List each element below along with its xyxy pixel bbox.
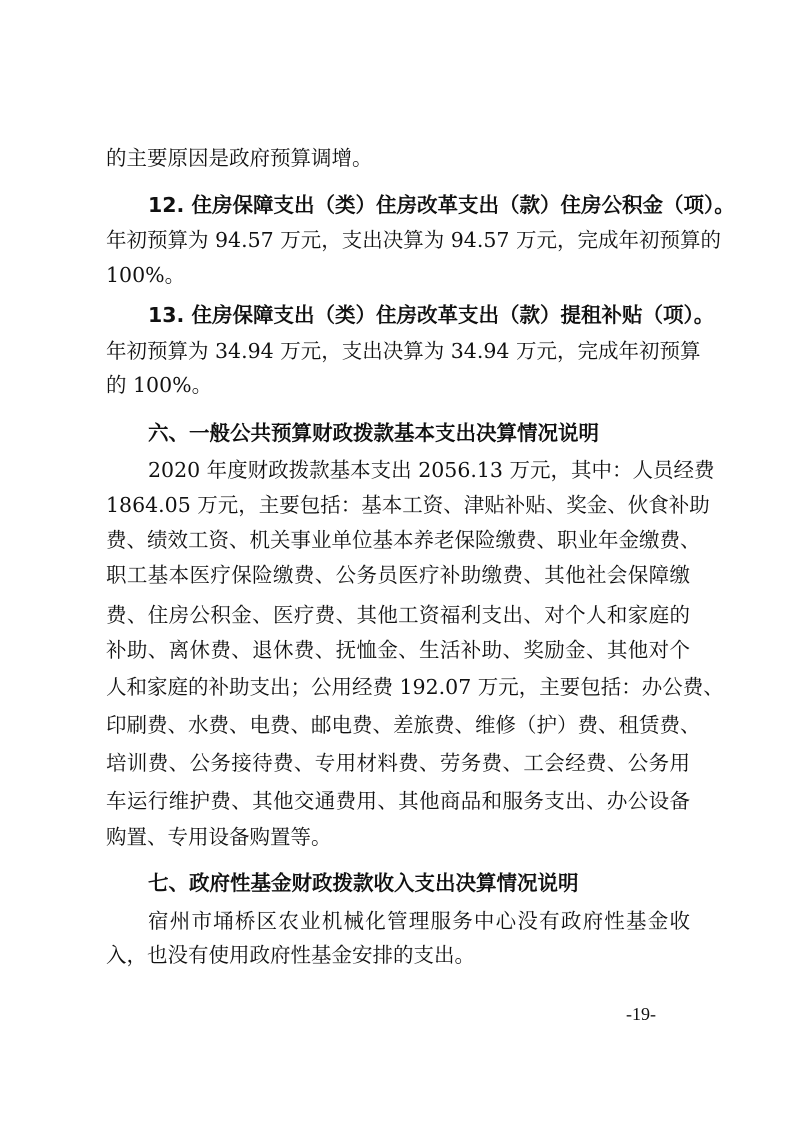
text-line: 培训费、公务接待费、专用材料费、劳务费、工会经费、公务用 [106, 751, 690, 775]
page-number: -19- [626, 1004, 656, 1024]
text-line: 1864.05 万元，主要包括：基本工资、津贴补贴、奖金、伙食补助 [106, 493, 710, 517]
text-line: 入，也没有使用政府性基金安排的支出。 [106, 943, 475, 967]
text-line: 费、绩效工资、机关事业单位基本养老保险缴费、职业年金缴费、 [106, 528, 701, 552]
text-line: 的主要原因是政府预算调增。 [106, 146, 373, 170]
text-line: 费、住房公积金、医疗费、其他工资福利支出、对个人和家庭的 [106, 603, 690, 627]
text-line: 补助、离休费、退休费、抚恤金、生活补助、奖励金、其他对个 [106, 638, 690, 662]
section-heading-6: 六、一般公共预算财政拨款基本支出决算情况说明 [148, 421, 599, 445]
text-line: 100%。 [106, 263, 186, 287]
item-heading-13: 13. 住房保障支出（类）住房改革支出（款）提租补贴（项）。 [148, 303, 715, 327]
text-line: 年初预算为 34.94 万元，支出决算为 34.94 万元，完成年初预算 [106, 339, 701, 363]
text-line: 购置、专用设备购置等。 [106, 825, 332, 849]
text-line: 印刷费、水费、电费、邮电费、差旅费、维修（护）费、租赁费、 [106, 713, 701, 737]
text-line: 的 100%。 [106, 373, 213, 397]
item-heading-12: 12. 住房保障支出（类）住房改革支出（款）住房公积金（项）。 [148, 193, 735, 217]
text-line: 职工基本医疗保险缴费、公务员医疗补助缴费、其他社会保障缴 [106, 563, 690, 587]
section-heading-7: 七、政府性基金财政拨款收入支出决算情况说明 [148, 871, 579, 895]
text-line: 宿州市埇桥区农业机械化管理服务中心没有政府性基金收 [148, 909, 690, 933]
text-line: 年初预算为 94.57 万元，支出决算为 94.57 万元，完成年初预算的 [106, 228, 721, 252]
text-line: 车运行维护费、其他交通费用、其他商品和服务支出、办公设备 [106, 789, 690, 813]
text-line: 2020 年度财政拨款基本支出 2056.13 万元，其中：人员经费 [148, 458, 715, 482]
text-line: 人和家庭的补助支出；公用经费 192.07 万元，主要包括：办公费、 [106, 675, 724, 699]
